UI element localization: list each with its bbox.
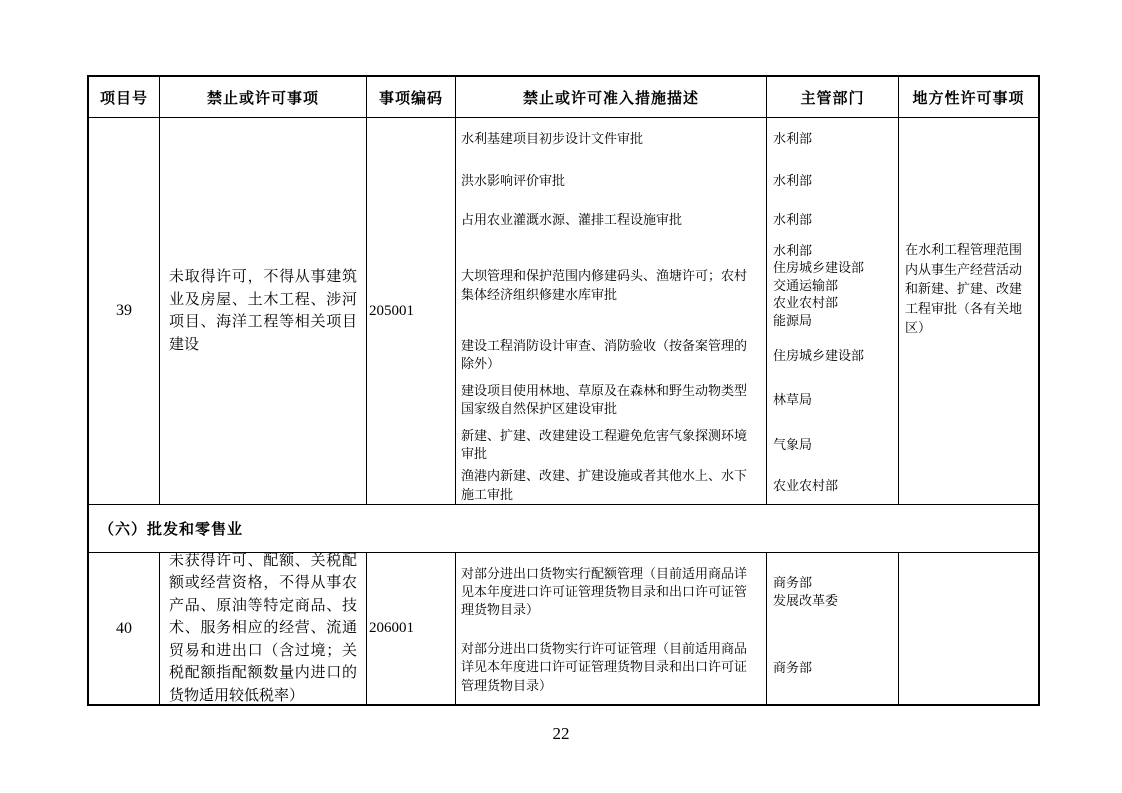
measure-description: 新建、扩建、改建建设工程避免危害气象探测环境审批 [456,423,767,467]
measure-departments [767,333,898,377]
prohibited-item-cell [160,118,367,504]
section-row [89,505,1038,553]
department-name: 水利部 [773,173,813,189]
table-row [89,553,1038,704]
measure-departments [767,202,898,238]
measure-description: 大坝管理和保护范围内修建码头、渔塘许可；农村集体经济组织修建水库审批 [456,238,767,334]
measure-description: 对部分进出口货物实行许可证管理（目前适用商品详见本年度进口许可证管理货物目录和出口许可证管理货物目录） [456,631,767,704]
department-name: 交通运输部 [773,277,839,293]
measure-description: 占用农业灌溉水源、灌排工程设施审批 [456,202,767,238]
table-row [89,118,1038,505]
prohibited-item-text: 未获得许可、配额、关税配额或经营资格，不得从事农产品、原油等特定商品、技术、服务相应的经营、流通贸易和进出口（含过境；关税配额指配额数量内进口的货物适用较低税率） [169,553,357,704]
measure-description: 建设工程消防设计审查、消防验收（按备案管理的除外） [456,333,767,377]
measure-departments [767,160,898,202]
measure-row [456,202,898,238]
measure-row [456,423,898,467]
department-name: 农业农村部 [773,477,839,493]
item-code: 205001 [367,118,456,504]
measure-row [456,553,898,631]
department-name: 农业农村部 [773,295,839,311]
measure-row [456,377,898,423]
measure-departments [767,631,898,704]
measure-description: 水利基建项目初步设计文件审批 [456,118,767,160]
measure-departments [767,553,898,631]
page-number: 22 [552,724,570,743]
local-license-item: 在水利工程管理范围内从事生产经营活动和新建、扩建、改建工程审批（各有关地区） [905,242,1023,335]
market-access-table [87,75,1040,706]
measure-departments [767,467,898,504]
measure-description: 对部分进出口货物实行配额管理（目前适用商品详见本年度进口许可证管理货物目录和出口许可证管理货物目录） [456,553,767,631]
header-local-license-item: 地方性许可事项 [912,90,1025,107]
measure-description: 洪水影响评价审批 [456,160,767,202]
item-code: 206001 [367,553,456,704]
department-name: 水利部 [773,211,813,227]
department-name: 发展改革委 [773,593,839,608]
table-body [89,118,1038,704]
prohibited-item-text: 未取得许可，不得从事建筑业及房屋、土木工程、涉河项目、海洋工程等相关项目建设 [169,269,357,353]
measure-row [456,631,898,704]
local-license-item [899,553,1038,704]
measures-block [456,553,899,704]
header-measure-description: 禁止或许可准入措施描述 [456,77,767,117]
header-item-code: 事项编码 [367,77,456,117]
measure-row [456,238,898,334]
department-name: 住房城乡建设部 [773,260,865,276]
department-name: 商务部 [773,575,813,591]
measure-row [456,333,898,377]
measure-departments [767,118,898,160]
measures-block [456,118,899,504]
department-name: 住房城乡建设部 [773,347,865,363]
table-header-row [89,77,1038,118]
measure-description: 建设项目使用林地、草原及在森林和野生动物类型国家级自然保护区建设审批 [456,377,767,423]
department-name: 水利部 [773,242,813,258]
project-number: 39 [89,118,160,504]
measure-departments [767,238,898,334]
project-number: 40 [89,553,160,704]
measure-row [456,467,898,504]
department-name: 水利部 [773,131,813,147]
department-name: 能源局 [773,312,813,328]
measure-description: 渔港内新建、改建、扩建设施或者其他水上、水下施工审批 [456,467,767,504]
measure-row [456,160,898,202]
header-prohibited-item: 禁止或许可事项 [160,77,367,117]
department-name: 商务部 [773,659,813,675]
measure-row [456,118,898,160]
section-title: （六）批发和零售业 [99,522,244,538]
measure-departments [767,423,898,467]
department-name: 气象局 [773,437,813,453]
department-name: 林草局 [773,392,813,408]
measure-departments [767,377,898,423]
prohibited-item-cell [160,553,367,704]
header-competent-department: 主管部门 [767,77,899,117]
header-project-number: 项目号 [89,77,160,117]
